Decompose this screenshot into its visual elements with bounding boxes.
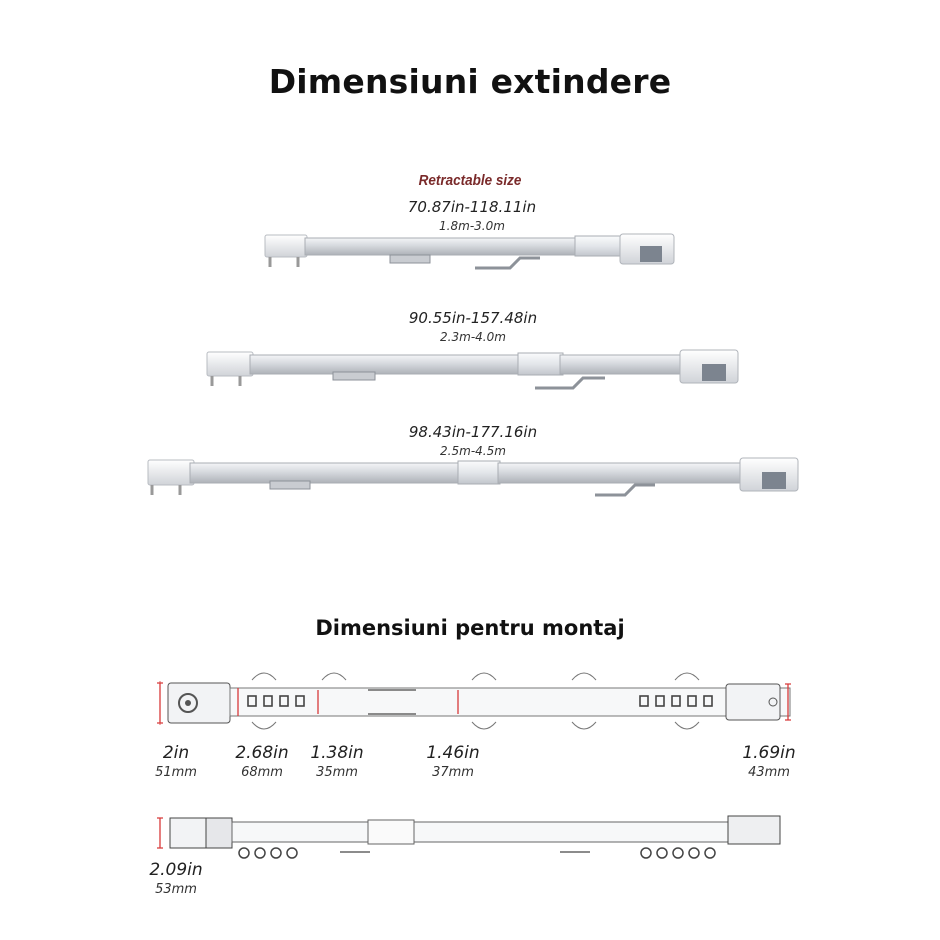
dim-37mm: 37mm [432,765,474,780]
dim-43mm: 43mm [748,765,790,780]
dim-2-68in: 2.68in [235,743,289,763]
dim-51mm: 51mm [155,765,197,780]
mounting-title: Dimensiuni pentru montaj [315,616,625,640]
track-1-size-meters: 1.8m-3.0m [439,219,505,233]
track-1-size-inches: 70.87in-118.11in [407,198,537,216]
mounting-side-view [157,816,780,858]
dim-2-09in: 2.09in [149,860,203,880]
track-3-size-inches: 98.43in-177.16in [408,423,538,441]
dim-68mm: 68mm [241,765,283,780]
track-1-rail [265,234,674,268]
track-3-size-meters: 2.5m-4.5m [440,444,506,458]
dim-1-69in: 1.69in [742,743,796,763]
track-2-size-inches: 90.55in-157.48in [408,309,538,327]
track-3-rail [148,458,798,495]
retractable-size-label: Retractable size [418,172,522,189]
dim-35mm: 35mm [316,765,358,780]
track-2-size-meters: 2.3m-4.0m [440,330,506,344]
dim-2in: 2in [162,743,190,763]
track-2-rail [207,350,738,388]
dim-1-46in: 1.46in [426,743,480,763]
mounting-top-view [157,673,791,729]
dim-53mm: 53mm [155,882,197,897]
page-title: Dimensiuni extindere [268,62,672,101]
dim-1-38in: 1.38in [310,743,364,763]
